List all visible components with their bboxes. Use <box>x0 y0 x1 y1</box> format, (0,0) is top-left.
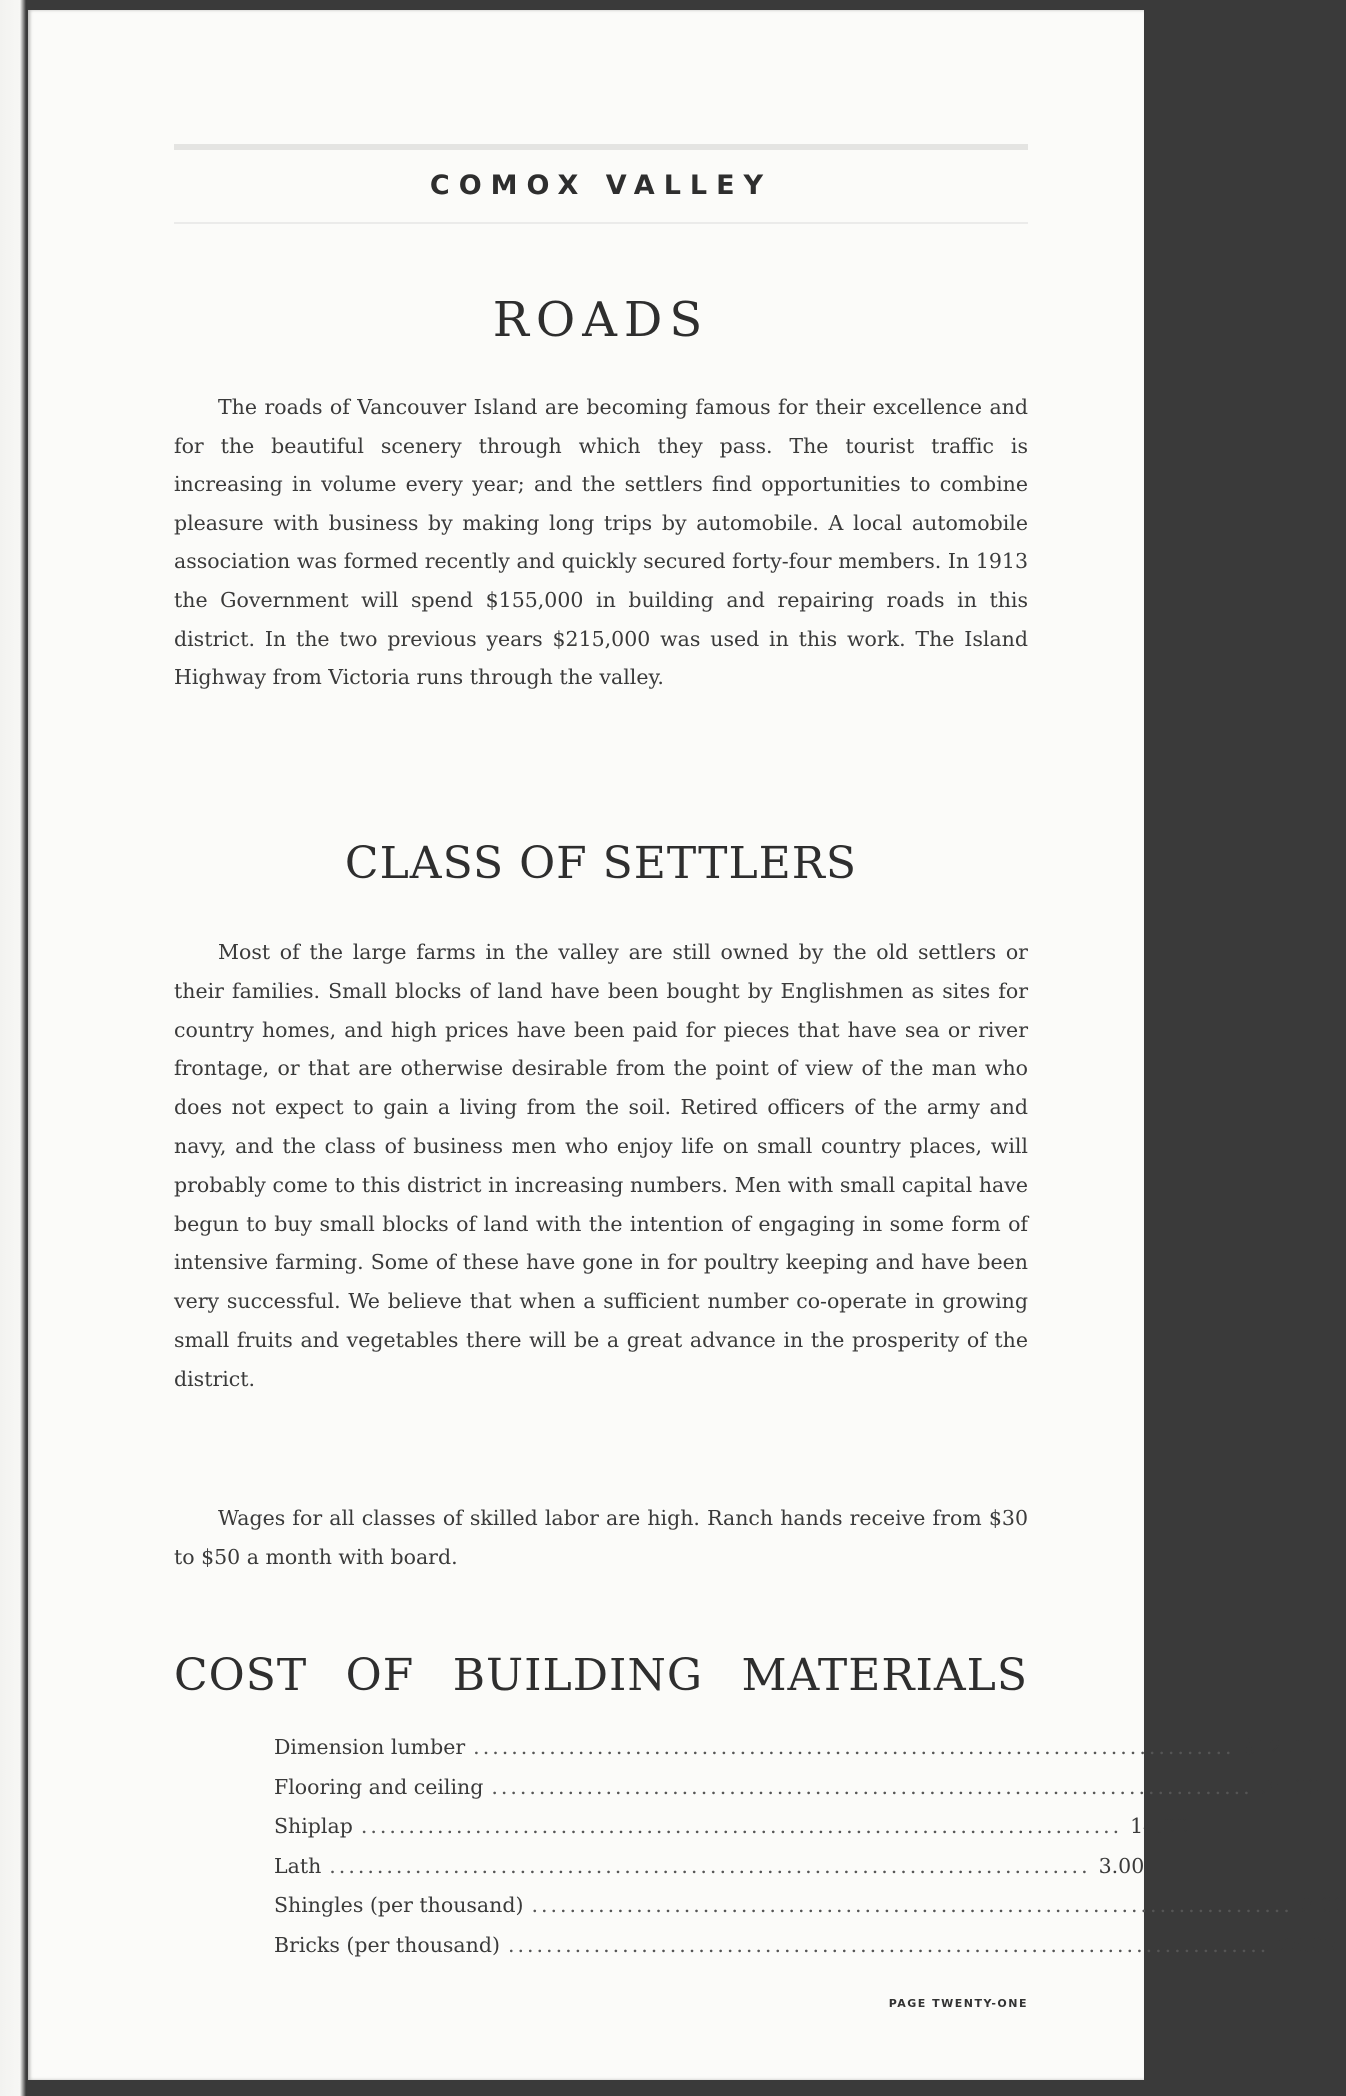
scan-top-border <box>0 0 1144 10</box>
price-row <box>274 1814 1189 1854</box>
dot-leader: ................................................................................ <box>531 1893 1293 1917</box>
price-row <box>274 1735 1315 1775</box>
header-rule-bottom <box>174 222 1028 224</box>
dot-leader: ................................................................................ <box>507 1932 1270 1957</box>
price-item-value: $12.00 <box>1242 1735 1315 1759</box>
dot-leader: ................................................................................ <box>329 1853 1091 1878</box>
price-row <box>274 1853 1145 1894</box>
price-item-name: Shingles (per thousand) <box>274 1893 524 1917</box>
section-title-cost-of-building-materials: COST OF BUILDING MATERIALS <box>174 1650 1028 1701</box>
price-row <box>274 1893 1346 1933</box>
page-number-footer: PAGE TWENTY-ONE <box>888 1997 1028 2010</box>
roads-paragraph: The roads of Vancouver Island are becoming famous for their excellence and for the beautiful scenery through which they pass. The tourist traffic is increasing in volume every year; and the settlers find opportunities to combine pleasure with business by making long trips by automobile. A local automobile association was formed recently and quickly secured forty-four members. In 1913 the Government will spend $155,000 in building and repairing roads in this district. In the two previous years $215,000 was used in this work. The Island Highway from Victoria runs through the valley. <box>174 395 1028 690</box>
dot-leader: ................................................................................ <box>491 1774 1253 1799</box>
dot-leader: ................................................................................ <box>360 1814 1123 1838</box>
price-item-value: 3.00 <box>1098 1853 1145 1878</box>
section-title-class-of-settlers: CLASS OF SETTLERS <box>344 838 858 889</box>
price-item-value: 14.00 <box>1130 1814 1189 1838</box>
section-title-roads: ROADS <box>492 292 710 348</box>
price-item-value: 35.00 <box>1260 1774 1320 1799</box>
price-list <box>274 1735 1346 1972</box>
price-item-name: Dimension lumber <box>274 1735 466 1759</box>
price-item-name: Shiplap <box>274 1814 353 1838</box>
document-page <box>28 10 1346 2080</box>
price-item-value: 25.00 <box>1277 1932 1336 1957</box>
price-row <box>274 1932 1336 1973</box>
dot-leader: ................................................................................ <box>473 1735 1235 1759</box>
running-header: COMOX VALLEY <box>429 170 773 201</box>
price-item-name: Lath <box>274 1853 322 1878</box>
price-item-name: Bricks (per thousand) <box>274 1932 500 1957</box>
class-of-settlers-paragraph-1: Most of the large farms in the valley are still owned by the old settlers or their families. Small blocks of land have been bought by Englishmen as sites for country homes, and high prices have been paid for pieces that have sea or river frontage, or that are otherwise desirable from the point of view of the man who does not expect to gain a living from the soil. Retired officers of the army and navy, and the class of business men who enjoy life on small country places, will probably come to this district in increasing numbers. Men with small capital have begun to buy small blocks of land with the intention of engaging in some form of intensive farming. Some of these have gone in for poultry keeping and have been very successful. We believe that when a sufficient number co-operate in growing small fruits and vegetables there will be a great advance in the prosperity of the district. <box>174 940 1028 1391</box>
header-rule-top <box>174 144 1028 150</box>
price-item-name: Flooring and ceiling <box>274 1774 484 1799</box>
price-item-value: 3.00 <box>1300 1893 1346 1917</box>
class-of-settlers-paragraph-2: Wages for all classes of skilled labor are high. Ranch hands receive from $30 to $50 a month with board. <box>174 1506 1028 1569</box>
scan-left-edge <box>0 0 28 2096</box>
price-row <box>274 1774 1320 1815</box>
